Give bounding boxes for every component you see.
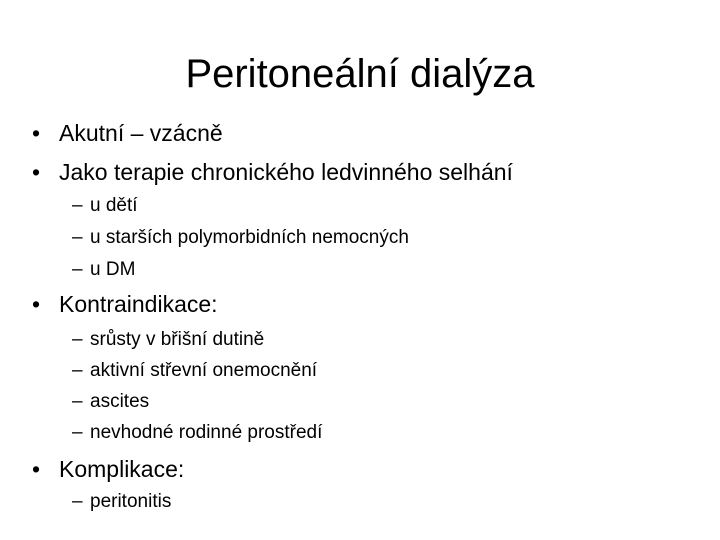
dash-icon: –	[72, 195, 83, 216]
bullet-text: Akutní – vzácně	[59, 120, 223, 146]
sub-item-text: aktivní střevní onemocnění	[90, 360, 318, 381]
sub-item-text: ascites	[90, 391, 150, 412]
sub-item-text: srůsty v břišní dutině	[90, 329, 265, 350]
sub-item-text: peritonitis	[90, 491, 172, 512]
dash-icon: –	[72, 422, 83, 443]
bullet-icon: •	[32, 120, 41, 146]
bullet-text: Jako terapie chronického ledvinného selhání	[59, 159, 513, 185]
dash-icon: –	[72, 259, 83, 280]
dash-icon: –	[72, 227, 83, 248]
slide-title: Peritoneální dialýza	[185, 52, 535, 96]
sub-item-text: nevhodné rodinné prostředí	[90, 422, 323, 443]
bullet-icon: •	[32, 456, 41, 482]
bullet-text: Komplikace:	[59, 456, 185, 482]
dash-icon: –	[72, 360, 83, 381]
dash-icon: –	[72, 391, 83, 412]
sub-item-text: u starších polymorbidních nemocných	[90, 227, 409, 248]
sub-item-text: u dětí	[90, 195, 138, 216]
dash-icon: –	[72, 329, 83, 350]
dash-icon: –	[72, 491, 83, 512]
bullet-icon: •	[32, 291, 41, 317]
bullet-icon: •	[32, 159, 41, 185]
sub-item-text: u DM	[90, 259, 136, 280]
bullet-text: Kontraindikace:	[59, 291, 218, 317]
